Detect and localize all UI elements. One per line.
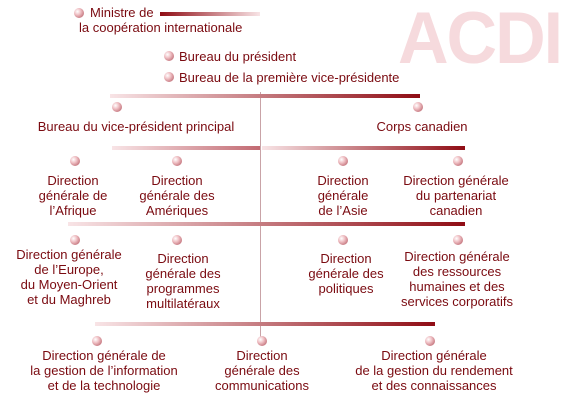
multilateral-branch-label: Direction générale des programmes multilatéraux bbox=[145, 251, 221, 311]
canada-corps-label: Corps canadien bbox=[376, 119, 468, 134]
asia-branch-label: Direction générale de l’Asie bbox=[317, 173, 369, 218]
acdi-watermark: ACDI bbox=[398, 0, 561, 79]
communications-branch-label: Direction générale des communications bbox=[215, 348, 309, 393]
europe-branch-label: Direction générale de l’Europe, du Moyen-Orient et du Maghreb bbox=[16, 247, 122, 307]
results-dot bbox=[425, 336, 435, 346]
policy-dot bbox=[338, 235, 348, 245]
tier1-bar-left bbox=[112, 146, 260, 150]
it-branch-label: Direction générale de la gestion de l’information et de la technologie bbox=[30, 348, 178, 393]
hr-dot bbox=[453, 235, 463, 245]
africa-branch-label: Direction générale de l’Afrique bbox=[38, 173, 108, 218]
tier1-bar-right bbox=[262, 146, 465, 150]
it-dot bbox=[92, 336, 102, 346]
canada-corps-dot bbox=[413, 102, 423, 112]
senior-vp-label: Bureau du vice-président principal bbox=[37, 119, 235, 134]
senior-vp-dot bbox=[112, 102, 122, 112]
first-vp-office-label: Bureau de la première vice-présidente bbox=[179, 70, 400, 85]
first-vp-office-dot bbox=[164, 72, 174, 82]
president-office-label: Bureau du président bbox=[179, 49, 297, 64]
asia-dot bbox=[338, 156, 348, 166]
partnership-dot bbox=[453, 156, 463, 166]
americas-dot bbox=[172, 156, 182, 166]
policy-branch-label: Direction générale des politiques bbox=[308, 251, 384, 296]
partnership-branch-label: Direction générale du partenariat canadien bbox=[403, 173, 509, 218]
branch-row1-bar bbox=[68, 222, 465, 226]
minister-label: Ministre de la coopération internationale bbox=[79, 5, 243, 35]
top-level-bar bbox=[110, 94, 420, 98]
minister-dot bbox=[74, 8, 84, 18]
africa-dot bbox=[70, 156, 80, 166]
multilateral-dot bbox=[172, 235, 182, 245]
hr-branch-label: Direction générale des ressources humaines et des services corporatifs bbox=[401, 249, 513, 309]
americas-branch-label: Direction générale des Amériques bbox=[139, 173, 215, 218]
results-branch-label: Direction générale de la gestion du rendement et des connaissances bbox=[355, 348, 513, 393]
branch-row3-bar bbox=[95, 322, 435, 326]
president-office-dot bbox=[164, 51, 174, 61]
europe-dot bbox=[70, 235, 80, 245]
communications-dot bbox=[257, 336, 267, 346]
